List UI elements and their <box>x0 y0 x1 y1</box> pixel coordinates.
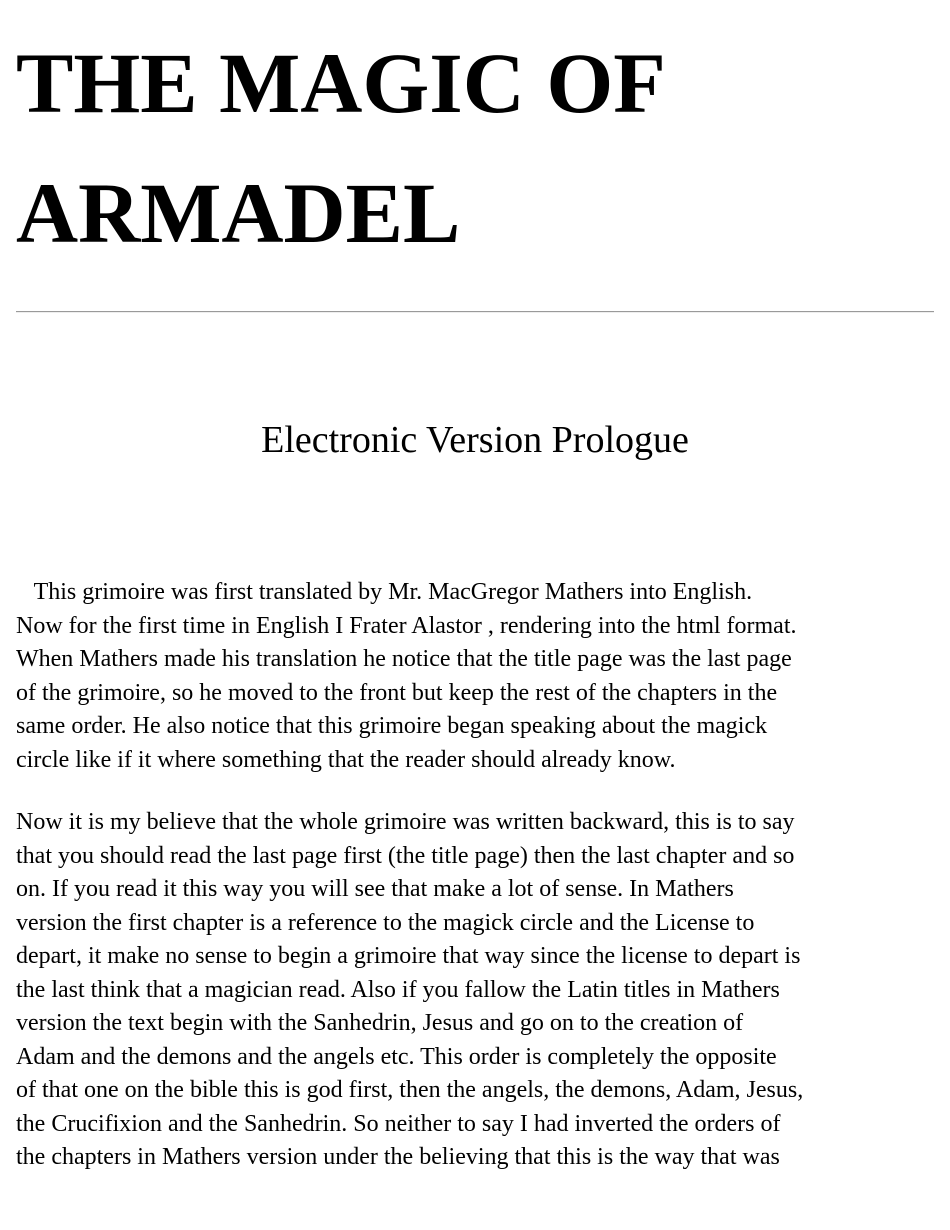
body-text <box>16 576 934 1204</box>
text-line: version the text begin with the Sanhedrin, Jesus and go on to the creation of <box>16 1010 744 1036</box>
text-line: the Crucifixion and the Sanhedrin. So neither to say I had inverted the orders of <box>16 1110 781 1137</box>
text-line: that you should read the last page first (the title page) then the last chapter and so <box>16 842 795 869</box>
document-page <box>16 0 934 278</box>
text-line: Adam and the demons and the angels etc. This order is completely the opposite <box>16 1043 777 1070</box>
text-line: on. If you read it this way you will see that make a lot of sense. In Mathers <box>16 876 734 902</box>
text-line: Now it is my believe that the whole grimoire was written backward, this is to say <box>16 809 795 835</box>
text-line: version the first chapter is a reference to the magick circle and the License to <box>16 909 755 936</box>
title-line: ARMADEL <box>16 165 461 261</box>
text-line: same order. He also notice that this grimoire began speaking about the magick <box>16 713 768 739</box>
page-title <box>16 18 934 278</box>
text-line: the chapters in Mathers version under the believing that this is the way that was <box>16 1144 780 1170</box>
section-heading: Electronic Version Prologue <box>261 419 689 461</box>
text-line: of the grimoire, so he moved to the front but keep the rest of the chapters in the <box>16 679 778 706</box>
text-line: of that one on the bible this is god first, then the angels, the demons, Adam, Jesus, <box>16 1077 804 1103</box>
title-line: THE MAGIC OF <box>16 35 666 131</box>
text-line: This grimoire was first translated by Mr. MacGregor Mathers into English. <box>16 579 753 605</box>
horizontal-divider <box>16 311 934 313</box>
text-line: the last think that a magician read. Also if you fallow the Latin titles in Mathers <box>16 976 780 1003</box>
text-line: Now for the first time in English I Frater Alastor , rendering into the html format. <box>16 612 797 639</box>
paragraph-2 <box>16 806 934 1175</box>
text-line: circle like if it where something that the reader should already know. <box>16 746 676 773</box>
text-line: When Mathers made his translation he notice that the title page was the last page <box>16 646 792 672</box>
paragraph-1 <box>16 576 934 777</box>
text-line: depart, it make no sense to begin a grimoire that way since the license to depart is <box>16 943 801 969</box>
